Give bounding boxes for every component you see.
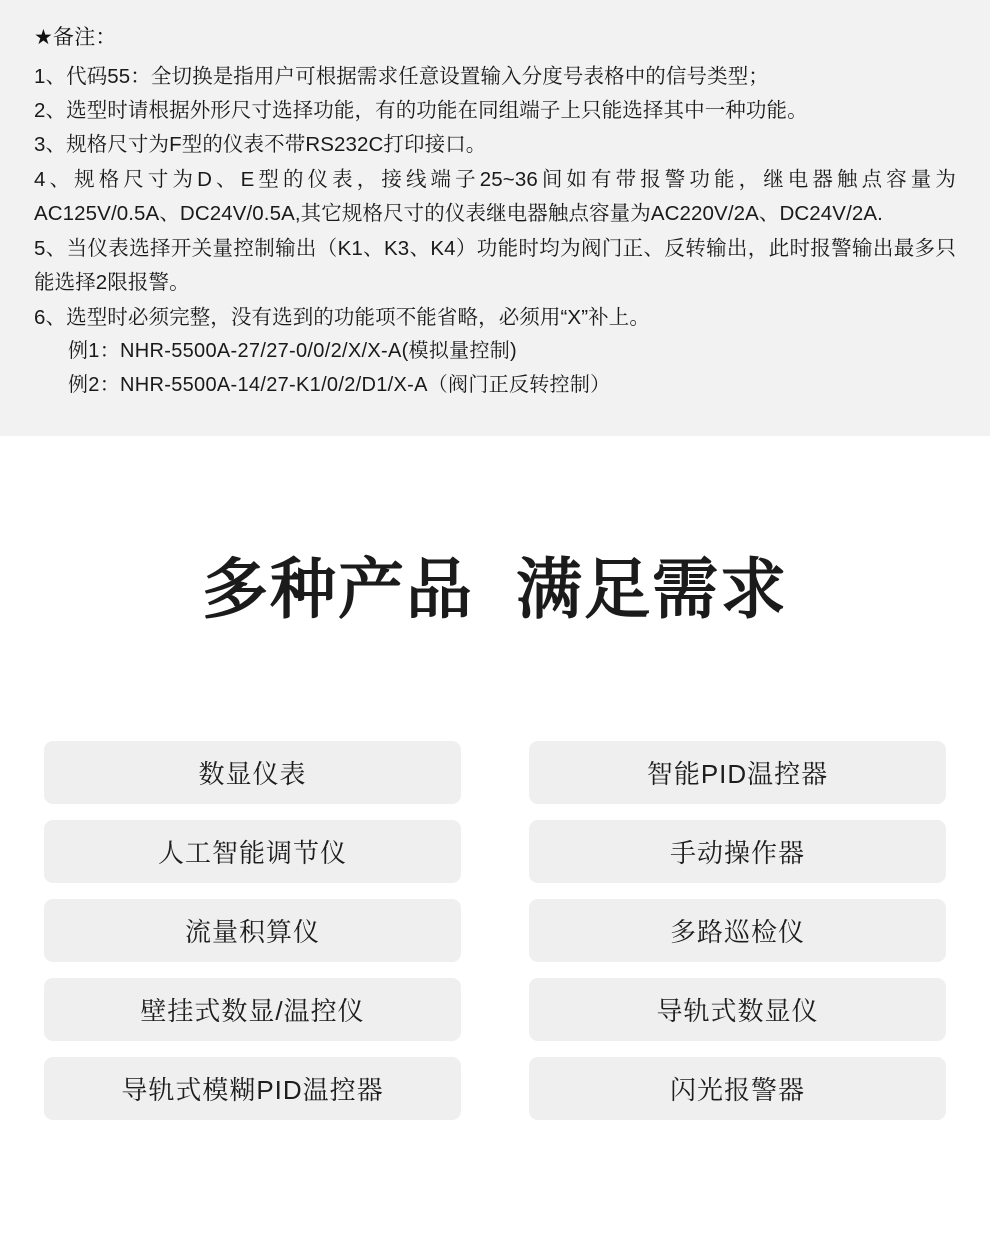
note-item-2: 2、选型时请根据外形尺寸选择功能，有的功能在同组端子上只能选择其中一种功能。 (34, 98, 808, 122)
headline-left: 多种产品 (202, 551, 474, 629)
note-item-1: 1、代码55：全切换是指用户可根据需求任意设置输入分度号表格中的信号类型； (34, 64, 769, 88)
notes-section (0, 0, 990, 436)
headline-right: 满足需求 (516, 551, 788, 629)
note-example-2: 例2：NHR-5500A-14/27-K1/0/2/D1/X-A（阀门正反转控制） (68, 373, 611, 396)
product-category-item[interactable]: 流量积算仪 (44, 899, 461, 962)
product-category-item[interactable]: 人工智能调节仪 (44, 820, 461, 883)
product-category-item[interactable]: 手动操作器 (529, 820, 946, 883)
note-item-4: 4、规格尺寸为D、E型的仪表，接线端子25~36间如有带报警功能，继电器触点容量为AC125V/0.5A、DC24V/0.5A,其它规格尺寸的仪表继电器触点容量为AC220V/2A、DC24V/2A. (34, 167, 956, 226)
page-title (202, 551, 788, 629)
product-category-item[interactable]: 多路巡检仪 (529, 899, 946, 962)
product-category-item[interactable]: 闪光报警器 (529, 1057, 946, 1120)
product-category-item[interactable]: 壁挂式数显/温控仪 (44, 978, 461, 1041)
note-item-6: 6、选型时必须完整，没有选到的功能项不能省略，必须用“X”补上。 (34, 305, 650, 329)
product-category-item[interactable]: 导轨式数显仪 (529, 978, 946, 1041)
product-category-item[interactable]: 智能PID温控器 (529, 741, 946, 804)
note-example-1: 例1：NHR-5500A-27/27-0/0/2/X/X-A(模拟量控制) (68, 340, 518, 362)
note-item-3: 3、规格尺寸为F型的仪表不带RS232C打印接口。 (34, 133, 487, 157)
product-category-grid (44, 741, 946, 1160)
product-category-item[interactable]: 数显仪表 (44, 741, 461, 804)
headline-section (0, 436, 990, 689)
note-item-5: 5、当仪表选择开关量控制输出（K1、K3、K4）功能时均为阀门正、反转输出，此时报警输出最多只能选择2限报警。 (34, 236, 956, 295)
notes-title: ★备注： (34, 26, 117, 49)
product-category-item[interactable]: 导轨式模糊PID温控器 (44, 1057, 461, 1120)
